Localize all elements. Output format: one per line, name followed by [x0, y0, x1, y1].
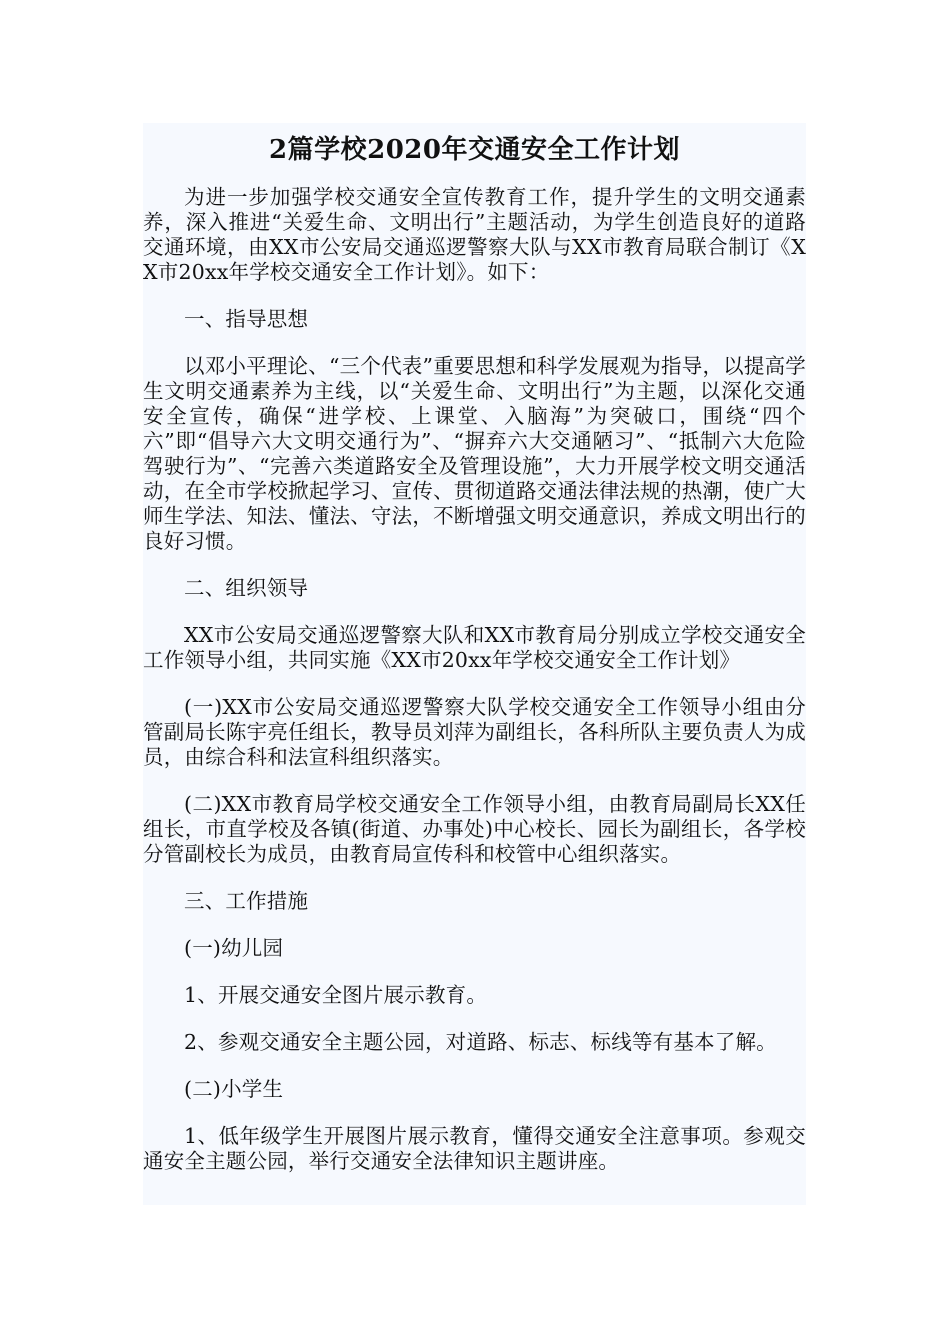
document-page	[143, 123, 806, 1205]
section-heading-organization: 二、组织领导	[184, 576, 309, 600]
guiding-thought-paragraph: 以邓小平理论、“三个代表”重要思想和科学发展观为指导，以提高学生文明交通素养为主线，以“关爱生命、文明出行”为主题，以深化交通安全宣传，确保“进学校、上课堂、入脑海”为突破口，围绕“四个六”即“倡导六大文明交通行为”、“摒弃六大交通陋习”、“抵制六大危险驾驶行为”、“完善六类道路安全及管理设施”，大力开展学校文明交通活动，在全市学校掀起学习、宣传、贯彻道路交通法律法规的热潮，使广大师生学法、知法、懂法、守法，不断增强文明交通意识，养成文明出行的良好习惯。	[143, 354, 806, 553]
organization-item-1: (一)XX市公安局交通巡逻警察大队学校交通安全工作领导小组由分管副局长陈宇亮任组长，教导员刘萍为副组长，各科所队主要负责人为成员，由综合科和法宣科组织落实。	[143, 695, 806, 769]
document-title: 2篇学校2020年交通安全工作计划	[269, 135, 680, 165]
subheading-primary-school: (二)小学生	[184, 1077, 284, 1101]
kindergarten-item-2: 2、参观交通安全主题公园，对道路、标志、标线等有基本了解。	[184, 1030, 777, 1054]
intro-paragraph: 为进一步加强学校交通安全宣传教育工作，提升学生的文明交通素养，深入推进“关爱生命、文明出行”主题活动，为学生创造良好的道路交通环境，由XX市公安局交通巡逻警察大队与XX市教育局联合制订《XX市20xx年学校交通安全工作计划》。如下：	[143, 185, 806, 284]
organization-paragraph: XX市公安局交通巡逻警察大队和XX市教育局分别成立学校交通安全工作领导小组，共同实施《XX市20xx年学校交通安全工作计划》	[143, 623, 806, 672]
subheading-kindergarten: (一)幼儿园	[184, 936, 284, 960]
organization-item-2: (二)XX市教育局学校交通安全工作领导小组，由教育局副局长XX任组长，市直学校及各镇(街道、办事处)中心校长、园长为副组长，各学校分管副校长为成员，由教育局宣传科和校管中心组织落实。	[143, 792, 806, 866]
primary-school-item-1: 1、低年级学生开展图片展示教育，懂得交通安全注意事项。参观交通安全主题公园，举行交通安全法律知识主题讲座。	[143, 1124, 806, 1173]
section-heading-measures: 三、工作措施	[184, 889, 309, 913]
section-heading-guiding-thought: 一、指导思想	[184, 307, 309, 331]
kindergarten-item-1: 1、开展交通安全图片展示教育。	[184, 983, 488, 1007]
